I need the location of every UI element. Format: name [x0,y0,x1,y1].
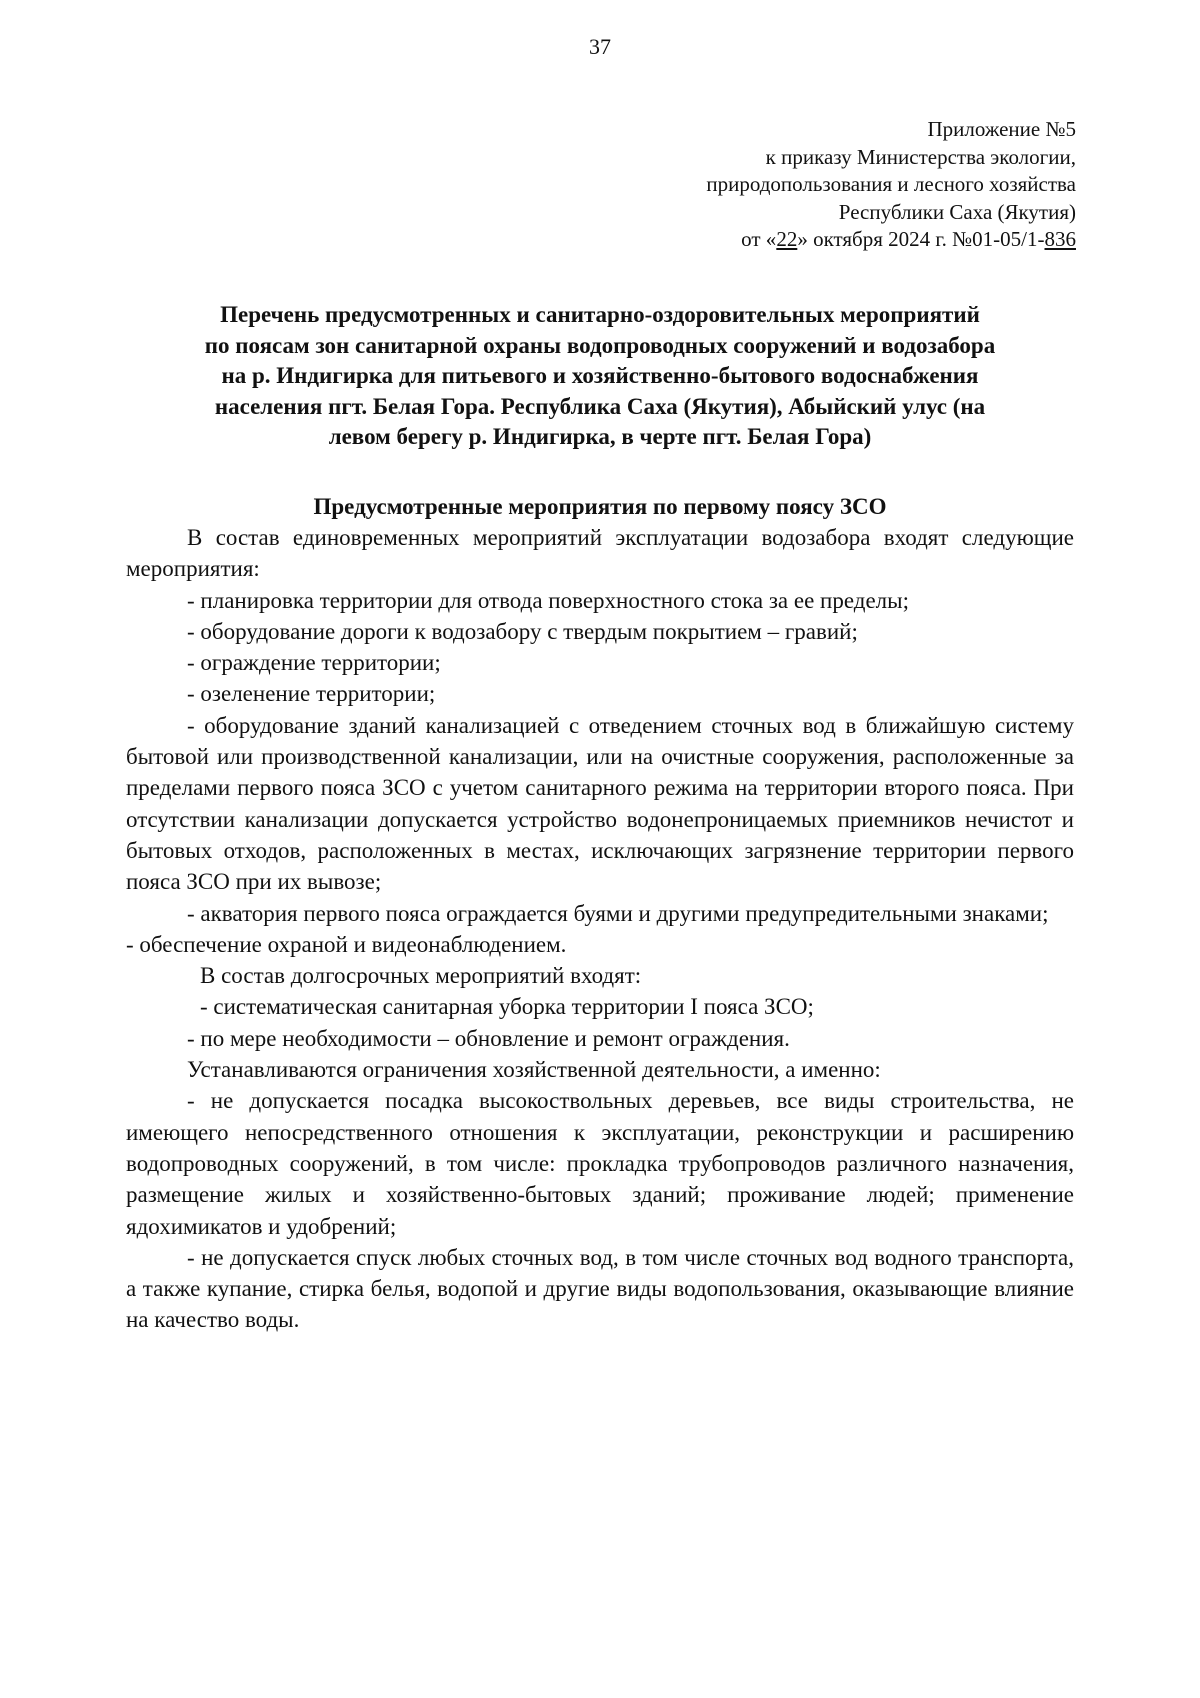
list-item: - ограждение территории; [187,650,441,676]
appendix-line: к приказу Министерства экологии, [765,144,1076,169]
appendix-line: Республики Саха (Якутия) [838,199,1076,224]
title-line: Перечень предусмотренных и санитарно-оздоровительных мероприятий [220,302,980,327]
title-line: населения пгт. Белая Гора. Республика Саха (Якутия), Абыйский улус (на [214,393,986,419]
date-day: 22 [776,227,798,251]
date-prefix: от « [741,227,777,251]
page-number: 37 [589,34,611,59]
body-text [126,522,1074,1336]
title-line: на р. Индигирка для питьевого и хозяйственно-бытового водоснабжения [221,363,979,388]
title-line: левом берегу р. Индигирка, в черте пгт. Белая Гора) [328,424,872,449]
list-item: - оборудование зданий канализацией с отведением сточных вод в ближайшую систему бытовой или производственной канализации, или на очистные сооружения, расположенные за пределами первого пояса ЗСО с учетом санитарного режима на территории второго пояса. При отсутствии канализации допускается устройство водонепроницаемых приемников нечистот и бытовых отходов, расположенных в местах, исключающих загрязнение территории первого пояса ЗСО при их вывозе; [126,712,1074,895]
appendix-line: природопользования и лесного хозяйства [706,172,1076,196]
order-number: 836 [1044,227,1076,251]
paragraph: Устанавливаются ограничения хозяйственной деятельности, а именно: [187,1057,881,1083]
paragraph: В состав долгосрочных мероприятий входят: [200,963,642,989]
list-item: - планировка территории для отвода поверхностного стока за ее пределы; [187,587,910,613]
section-heading: Предусмотренные мероприятия по первому поясу ЗСО [313,494,887,519]
title-line: по поясам зон санитарной охраны водопроводных сооружений и водозабора [204,332,996,358]
paragraph: В состав единовременных мероприятий эксплуатации водозабора входят следующие мероприятия: [126,525,1074,582]
appendix-header [706,116,1076,254]
document-title [110,300,1090,453]
list-item: - акватория первого пояса ограждается буями и другими предупредительными знаками; [187,900,1049,926]
list-item: - по мере необходимости – обновление и ремонт ограждения. [187,1025,790,1051]
appendix-date-line [706,226,1076,254]
list-item: - не допускается спуск любых сточных вод, в том числе сточных вод водного транспорта, а также купание, стирка белья, водопой и другие виды водопользования, оказывающие влияние на качество воды. [126,1244,1074,1333]
list-item: - не допускается посадка высокоствольных деревьев, все виды строительства, не имеющего непосредственного отношения к эксплуатации, реконструкции и расширению водопроводных сооружений, в том числе: прокладка трубопроводов различного назначения, размещение жилых и хозяйственно-бытовых зданий; проживание людей; применение ядохимикатов и удобрений; [126,1088,1074,1239]
list-item: - обеспечение охраной и видеонаблюдением. [126,931,567,957]
list-item: - оборудование дороги к водозабору с твердым покрытием – гравий; [187,618,858,644]
date-middle: » октября 2024 г. №01-05/1- [797,227,1045,251]
appendix-line: Приложение №5 [927,117,1076,141]
list-item: - озеленение территории; [187,681,436,707]
list-item: - систематическая санитарная уборка территории I пояса ЗСО; [200,994,814,1020]
